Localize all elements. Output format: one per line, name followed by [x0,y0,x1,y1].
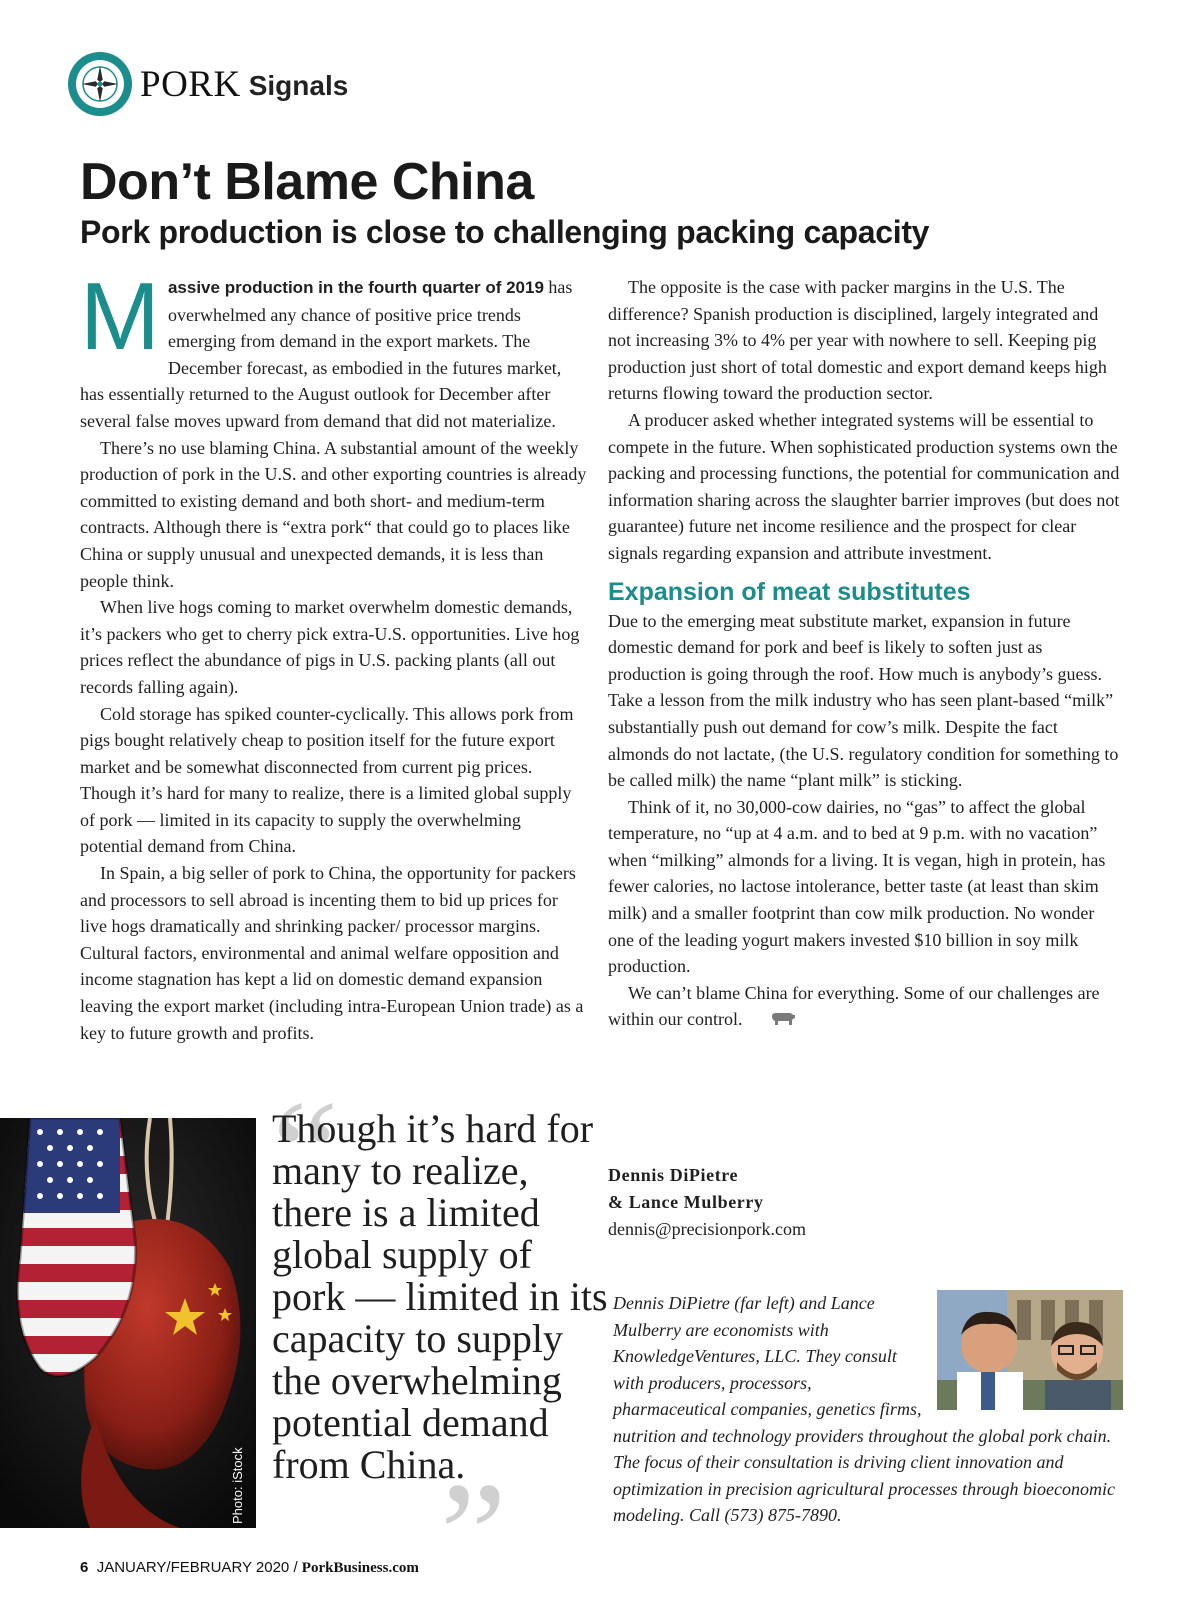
right-column [608,274,1122,1035]
section-heading: Expansion of meat substitutes [608,577,971,606]
body-paragraph: Due to the emerging meat substitute market, expansion in future domestic demand for pork and beef is likely to soften just as production is going through the roof. How much is anybody’s guess. Take a lesson from the milk industry who has seen plant-based “milk” substantially push out demand for cow’s milk. Despite the fact almonds do not lactate, (the U.S. regulatory condition for something to be called milk) the name “plant milk” is sticking. [608,610,1119,791]
body-paragraph: Think of it, no 30,000-cow dairies, no “gas” to affect the global temperature, no “up at 4 a.m. and to bed at 9 p.m. with no vacation” when “milking” almonds for a living. It is vegan, high in protein, has fewer calories, no lactose intolerance, better taste (at least than skim milk) and a smaller footprint than cow milk production. No wonder one of the leading yogurt makers invested $10 billion in soy milk production. [608,796,1106,977]
closing-paragraph [608,980,1122,1035]
page-footer [80,1559,419,1577]
left-column [80,263,588,1046]
logo-word-pork: PORK [140,63,241,105]
compass-icon [68,52,132,116]
body-paragraph: There’s no use blaming China. A substantial amount of the weekly production of pork in the U.S. and other exporting countries is already committed to existing demand and both short- and medium-term contracts. Although there is “extra pork“ that could go to places like China or supply unusual and unexpected demands, it is less than people think. [80,437,587,591]
open-quote-mark: “ [272,1070,339,1236]
pig-icon [750,1008,796,1035]
body-paragraph: A producer asked whether integrated systems will be essential to compete in the future. When sophisticated production systems own the packing and processing functions, the potential for communication and information sharing across the slaughter barrier improves (but does not guarantee) future net income resilience and the prospect for clear signals regarding expansion and attribute investment. [608,409,1120,563]
body-paragraph: The opposite is the case with packer margins in the U.S. The difference? Spanish production is disciplined, largely integrated and not increasing 3% to 4% per year with nowhere to sell. Keeping pig production just short of total domestic and export demand keeps high returns flowing toward the production sector. [608,277,1107,404]
close-quote-mark: ” [440,1452,507,1618]
site-name: PorkBusiness.com [301,1560,419,1576]
drop-cap: M [80,263,160,370]
footer-separator: / [289,1559,302,1576]
article-subtitle: Pork production is close to challenging packing capacity [80,214,930,250]
lead-paragraph [80,263,588,435]
lead-bold-text: assive production in the fourth quarter of 2019 [167,278,544,297]
author-email: dennis@precisionpork.com [608,1219,807,1239]
author-name-2: & Lance Mulberry [608,1192,764,1212]
photo-credit: Photo: iStock [230,1447,245,1524]
author-bio [613,1290,1123,1529]
boxing-gloves-photo [0,1118,256,1528]
pull-quote-text: Though it’s hard for many to realize, there is a limited global supply of pork — limited in its capacity to supply the overwhelming potential demand from China. [272,1106,608,1487]
body-paragraph: In Spain, a big seller of pork to China, the opportunity for packers and processors to sell abroad is incenting them to bid up prices for live hogs dramatically and shrinking packer/ processor margins. Cultural factors, environmental and animal welfare opposition and income stagnation has kept a lid on domestic demand expansion leaving the export market (including intra-European Union trade) as a key to future growth and profits. [80,863,584,1043]
lead-text: has overwhelmed any chance of positive price trends emerging from demand in the export markets. The December forecast, as embodied in the futures market, has essentially returned to the August outlook for December after several false moves upward from demand that did not materialize. [80,277,573,431]
page-number: 6 [80,1559,89,1576]
issue-date: JANUARY/FEBRUARY 2020 [96,1559,290,1576]
author-name-1: Dennis DiPietre [608,1165,739,1185]
closing-text: We can’t blame China for everything. Some of our challenges are within our control. [608,982,1100,1030]
authors-portrait-photo [937,1290,1123,1410]
body-paragraph: Cold storage has spiked counter-cyclically. This allows pork from pigs bought relatively cheap to position itself for the future export market and be somewhat disconnected from current pig prices. Though it’s hard for many to realize, there is a limited global supply of pork — limited in its capacity to supply the overwhelming potential demand from China. [80,703,574,857]
pork-signals-logo [68,52,348,116]
article-title: Don’t Blame China [80,153,534,211]
author-block [608,1162,806,1243]
author-bio-text: Dennis DiPietre (far left) and Lance Mulberry are economists with KnowledgeVentures, LLC. They consult with producers, processors, pharmaceutical companies, genetics firms, nutrition and technology providers throughout the global pork chain. The focus of their consultation is driving client innovation and optimization in precision agricultural processes through bioeconomic modeling. Call (573) 875-7890. [613,1293,1115,1525]
body-paragraph: When live hogs coming to market overwhelm domestic demands, it’s packers who get to cherry pick extra-U.S. opportunities. Live hog prices reflect the abundance of pigs in U.S. packing plants (all out records falling again). [80,597,580,697]
logo-word-signals: Signals [248,70,349,101]
